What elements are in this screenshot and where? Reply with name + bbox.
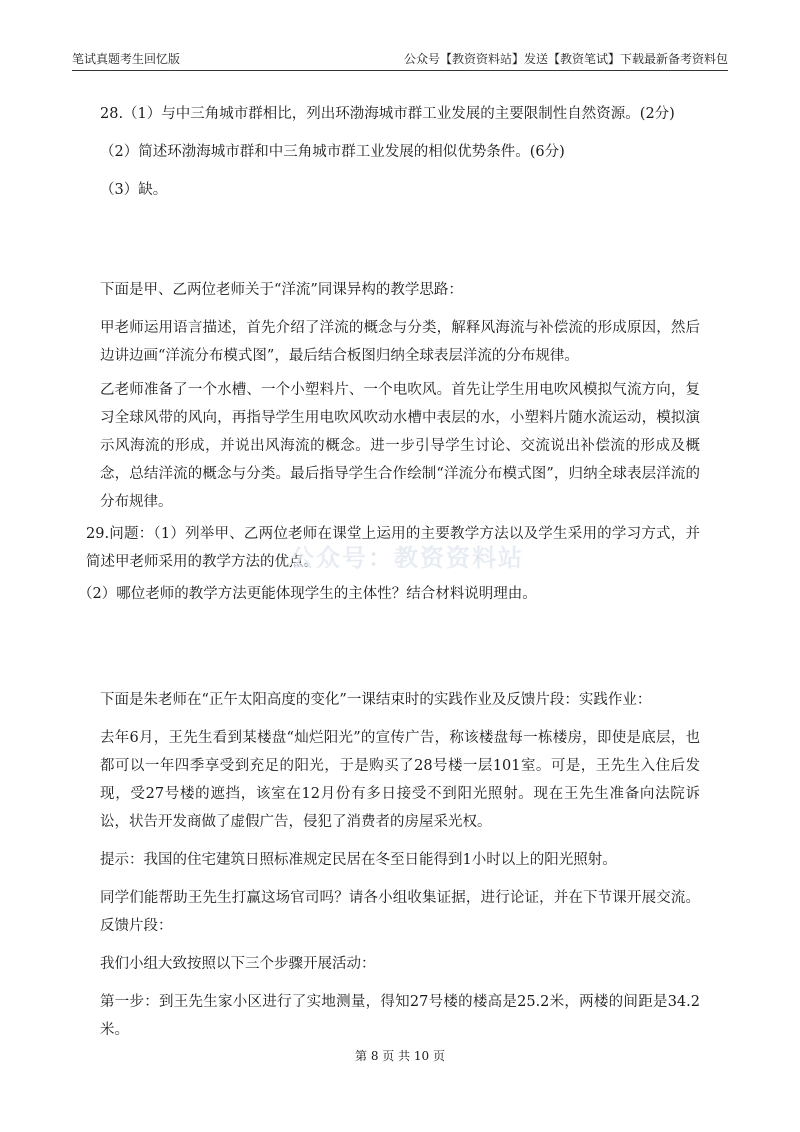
q28-part1: 28.（1）与中三角城市群相比，列出环渤海城市群工业发展的主要限制性自然资源。(2分): [100, 106, 675, 122]
spacer: [100, 204, 700, 276]
watermark: 公众号：教资资料站: [290, 544, 524, 572]
q29-teacher-b: 乙老师准备了一个水槽、一个小塑料片、一个电吹风。首先让学生用电吹风模拟气流方向，复习全球风带的风向，再指导学生用电吹风吹动水槽中表层的水，小塑料片随水流运动，模拟演示风海流的形成，并说出风海流的概念。进一步引导学生讨论、交流说出补偿流的形成及概念，总结洋流的概念与分类。最后指导学生合作绘制“洋流分布模式图”，归纳全球表层洋流的分布规律。: [100, 382, 700, 510]
q30-hint: 提示：我国的住宅建筑日照标准规定民居在冬至日能得到1小时以上的阳光照射。: [100, 852, 617, 868]
q29-teacher-a: 甲老师运用语言描述，首先介绍了洋流的概念与分类，解释风海流与补偿流的形成原因，然后边讲边画“洋流分布模式图”，最后结合板图归纳全球表层洋流的分布规律。: [100, 320, 700, 364]
q30-task: 同学们能帮助王先生打赢这场官司吗？请各小组收集证据，进行论证，并在下节课开展交流。反馈片段：: [100, 890, 700, 934]
page-header: [72, 50, 728, 71]
q30-intro: 下面是朱老师在“正午太阳高度的变化”一课结束时的实践作业及反馈片段：实践作业：: [100, 692, 652, 708]
q29-question-2: （2）哪位老师的教学方法更能体现学生的主体性？结合材料说明理由。: [78, 586, 537, 602]
page-number: 第 8 页 共 10 页: [355, 1049, 445, 1063]
q28-part3: （3）缺。: [100, 182, 168, 198]
header-left-text: 笔试真题考生回忆版: [72, 52, 181, 66]
q30-story: 去年6月，王先生看到某楼盘“灿烂阳光”的宣传广告，称该楼盘每一栋楼房，即使是底层，也都可以一年四季享受到充足的阳光，于是购买了28号楼一层101室。可是，王先生入住后发现，受27号楼的遮挡，该室在12月份有多日接受不到阳光照射。现在王先生准备向法院诉讼，状告开发商做了虚假广告，侵犯了消费者的房屋采光权。: [100, 730, 700, 830]
q29-intro: 下面是甲、乙两位老师关于“洋流”同课异构的教学思路：: [100, 282, 463, 298]
q30-step1: 第一步：到王先生家小区进行了实地测量，得知27号楼的楼高是25.2米，两楼的间距是34.2米。: [100, 994, 700, 1038]
header-right-text: 公众号【教资资料站】发送【教资笔试】下载最新备考资料包: [403, 52, 728, 66]
spacer: [100, 608, 700, 686]
q30-feedback: 我们小组大致按照以下三个步骤开展活动：: [100, 956, 376, 972]
q29-question-1: 29.问题：（1）列举甲、乙两位老师在课堂上运用的主要教学方法以及学生采用的学习方式，并简述甲老师采用的教学方法的优点。: [86, 526, 700, 570]
q28-part2: （2）简述环渤海城市群和中三角城市群工业发展的相似优势条件。(6分): [100, 144, 565, 160]
